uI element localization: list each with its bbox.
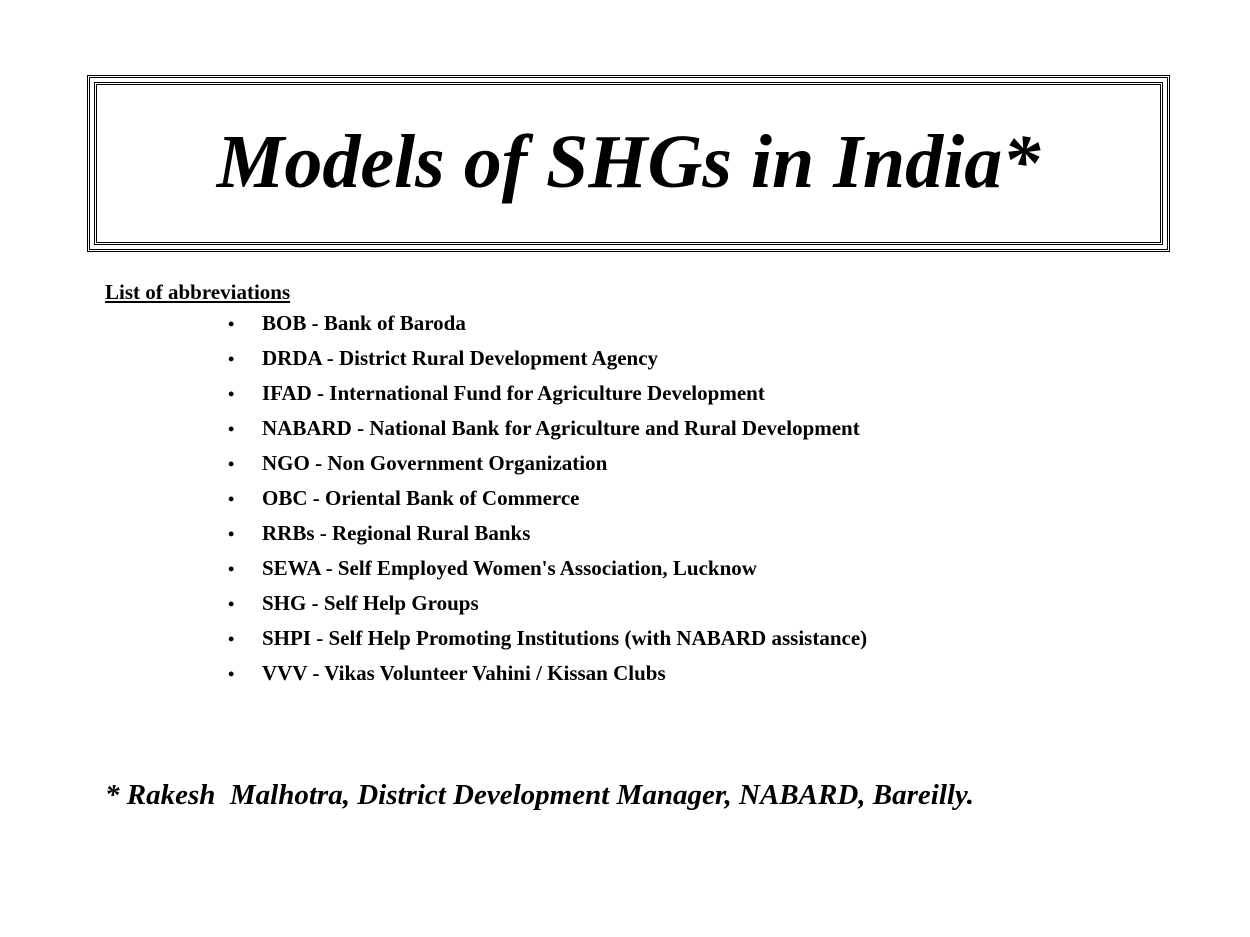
bullet-icon: •: [228, 559, 235, 579]
list-item: [228, 381, 867, 416]
bullet-icon: •: [228, 664, 235, 684]
abbreviations-list: [228, 311, 867, 696]
list-item: [228, 661, 867, 696]
list-item: [228, 591, 867, 626]
bullet-icon: •: [228, 419, 235, 439]
abbreviation-text: SEWA - Self Employed Women's Association, Lucknow: [262, 556, 757, 580]
bullet-icon: •: [228, 349, 235, 369]
abbreviation-text: NGO - Non Government Organization: [262, 451, 608, 475]
abbreviation-text: VVV - Vikas Volunteer Vahini / Kissan Clubs: [262, 661, 666, 685]
abbreviation-text: DRDA - District Rural Development Agency: [262, 346, 659, 370]
list-item: [228, 451, 867, 486]
list-item: [228, 311, 867, 346]
abbreviation-text: SHPI - Self Help Promoting Institutions (with NABARD assistance): [262, 626, 868, 650]
abbreviation-text: IFAD - International Fund for Agriculture Development: [262, 381, 765, 405]
bullet-icon: •: [228, 384, 235, 404]
abbreviations-heading: List of abbreviations: [105, 280, 291, 304]
abbreviation-text: NABARD - National Bank for Agriculture and Rural Development: [262, 416, 860, 440]
bullet-icon: •: [228, 314, 235, 334]
list-item: [228, 556, 867, 591]
bullet-icon: •: [228, 489, 235, 509]
abbreviation-text: OBC - Oriental Bank of Commerce: [262, 486, 580, 510]
list-item: [228, 486, 867, 521]
title-frame: [87, 75, 1170, 252]
bullet-icon: •: [228, 629, 235, 649]
author-note: * Rakesh Malhotra, District Development Manager, NABARD, Bareilly.: [105, 779, 974, 811]
title-inner-border: [94, 82, 1163, 245]
list-item: [228, 346, 867, 381]
abbreviation-text: RRBs - Regional Rural Banks: [262, 521, 531, 545]
bullet-icon: •: [228, 594, 235, 614]
list-item: [228, 521, 867, 556]
list-item: [228, 626, 867, 661]
abbreviation-text: BOB - Bank of Baroda: [262, 311, 466, 335]
bullet-icon: •: [228, 454, 235, 474]
page-title: Models of SHGs in India*: [216, 119, 1041, 204]
bullet-icon: •: [228, 524, 235, 544]
abbreviation-text: SHG - Self Help Groups: [262, 591, 479, 615]
list-item: [228, 416, 867, 451]
